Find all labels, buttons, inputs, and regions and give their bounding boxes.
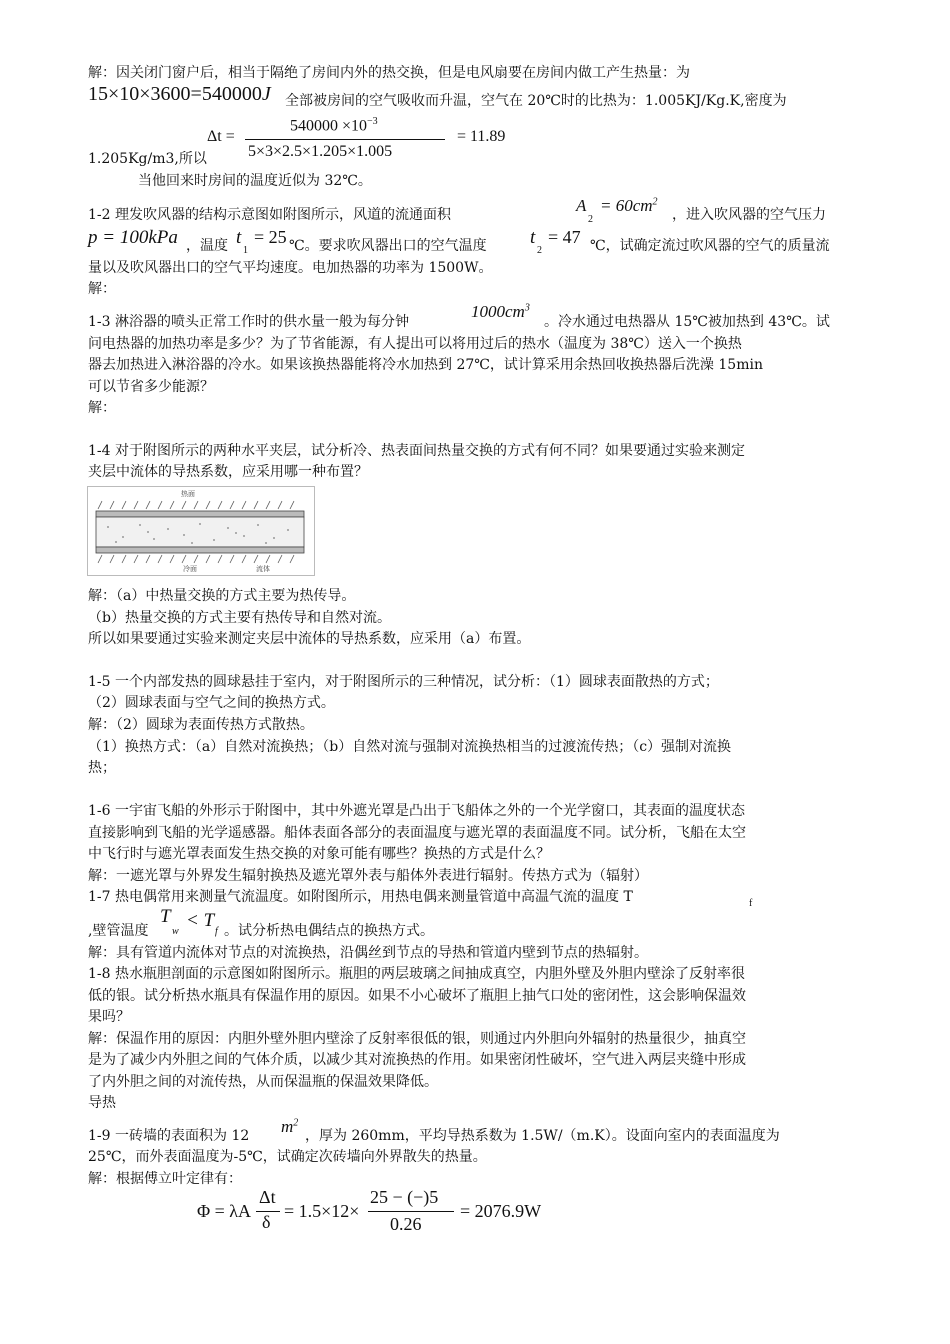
p13-line-d: 可以节省多少能源？	[88, 379, 214, 395]
p0-frac-num-exp: −3	[367, 116, 378, 127]
p12-b-mid: ，温度	[186, 238, 228, 254]
p14-line-a: 1-4 对于附图所示的两种水平夹层，试分析冷、热表面间热量交换的方式有何不同？如果要通过实验来测定	[88, 443, 745, 459]
p16-line-d: 解：一遮光罩与外界发生辐射换热及遮光罩外表与船体外表进行辐射。传热方式为（辐射）	[88, 868, 648, 884]
p15-line-a: 1-5 一个内部发热的圆球悬挂于室内，对于附图所示的三种情况，试分析：（1）圆球表面散热的方式；	[88, 674, 719, 690]
p14-line-b: 夹层中流体的导热系数，应采用哪一种布置？	[88, 464, 368, 480]
p19-eq-d2: 0.26	[390, 1214, 422, 1234]
p19-line-a2: ，厚为 260mm，平均导热系数为 1.5W/（m.K）。设面向室内的表面温度为	[305, 1128, 780, 1144]
p17-line-c: 解：具有管道内流体对节点的对流换热，沿偶丝到节点的导热和管道内壁到节点的热辐射。	[88, 945, 648, 961]
p12-a-sub: 2	[588, 214, 593, 225]
p12-a-val	[600, 196, 658, 216]
p12-b-t1-val: = 25	[254, 227, 287, 247]
p0-frac-num	[290, 116, 378, 135]
p14-line-c: 解：（a）中热量交换的方式主要为热传导。	[88, 588, 356, 604]
p12-a-val-text: = 60cm	[600, 196, 653, 215]
horizontal-layer-figure	[87, 486, 315, 576]
p0-frac-lhs: Δt =	[207, 128, 235, 145]
p19-m	[281, 1117, 298, 1137]
fig-label-cold: 冷面	[183, 565, 197, 573]
hot-plate	[96, 511, 304, 517]
p12-line-d: 解：	[88, 281, 116, 297]
p12-b-t2: t	[530, 227, 536, 248]
p13-line-c: 器去加热进入淋浴器的冷水。如果该换热器能将冷水加热到 27℃，试计算采用余热回收换热器后洗澡 15min	[88, 357, 763, 373]
p17-line-a: 1-7 热电偶常用来测量气流温度。如附图所示，用热电偶来测量管道中高温气流的温度 T	[88, 889, 633, 905]
p19-eq-bar2	[368, 1211, 454, 1212]
p0-line4: 当他回来时房间的温度近似为 32℃。	[138, 173, 372, 189]
p12-b-t1-sub: 1	[243, 245, 248, 256]
p19-m-text: m	[281, 1117, 294, 1136]
p12-b-t2-sub: 2	[537, 245, 542, 256]
p13-a-exp: 3	[524, 302, 530, 314]
p16-line-b: 直接影响到飞船的光学遥感器。船体表面各部分的表面温度与遮光罩的表面温度不同。试分析，飞船在太空	[88, 825, 746, 841]
p13-line-a2: 。冷水通过电热器从 15℃被加热到 43℃。试	[544, 314, 830, 330]
p13-line-a1: 1-3 淋浴器的喷头正常工作时的供水量一般为每分钟	[88, 314, 409, 330]
p17-line-b1: ,壁管温度	[88, 923, 149, 939]
p14-line-d: （b）热量交换的方式主要有热传导和自然对流。	[88, 610, 391, 626]
p0-line2: 全部被房间的空气吸收而升温，空气在 20℃时的比热为：1.005KJ/Kg.K,密度为	[285, 93, 787, 109]
p12-b-t1: t	[236, 227, 242, 248]
p0-frac-den: 5×3×2.5×1.205×1.005	[248, 143, 393, 160]
p0-frac-num-text: 540000 ×10	[290, 117, 368, 135]
p15-line-c: 解：（2）圆球为表面传热方式散热。	[88, 717, 314, 733]
p12-a-math: A	[576, 196, 587, 215]
fig-label-fluid: 流体	[256, 565, 270, 573]
fig-label-hot: 热面	[181, 490, 195, 498]
p12-b-mid2: ℃。要求吹风器出口的空气温度	[289, 238, 487, 254]
p0-eq1-text: 15×10×3600=540000	[88, 83, 262, 105]
p18-line-g: 导热	[88, 1095, 116, 1111]
p17-T-w: w	[172, 926, 179, 937]
p13-a-math-text: 1000cm	[471, 302, 525, 321]
p15-line-d: （1）换热方式：（a）自然对流换热；（b）自然对流与强制对流换热相当的过渡流传热；（c）强制对流换	[88, 739, 732, 755]
p19-eq-d1: δ	[262, 1212, 271, 1232]
p18-line-b: 低的银。试分析热水瓶具有保温作用的原因。如果不小心破坏了瓶胆上抽气口处的密闭性，这会影响保温效	[88, 988, 746, 1004]
p0-frac-rhs: = 11.89	[457, 128, 506, 145]
p19-m-exp: 2	[293, 1117, 299, 1129]
p16-line-c: 中飞行时与遮光罩表面发生热交换的对象可能有哪些？换热的方式是什么？	[88, 846, 550, 862]
p12-a-exp: 2	[652, 196, 658, 208]
p19-eq-mid: = 1.5×12×	[284, 1201, 360, 1221]
p12-b-end: ℃，试确定流过吹风器的空气的质量流	[590, 238, 830, 254]
p18-line-a: 1-8 热水瓶胆剖面的示意图如附图所示。瓶胆的两层玻璃之间抽成真空，内胆外壁及外胆内壁涂了反射率很	[88, 966, 745, 982]
p17-T: T	[160, 906, 171, 927]
p17-a-sub: f	[749, 898, 753, 909]
p17-line-b2: 。试分析热电偶结点的换热方式。	[224, 923, 434, 939]
p18-line-c: 果吗？	[88, 1009, 130, 1025]
p0-eq1-unit: J	[261, 83, 271, 105]
p18-line-f: 了内外胆之间的对流传热，从而保温瓶的保温效果降低。	[88, 1074, 438, 1090]
p16-line-a: 1-6 一宇宙飞船的外形示于附图中，其中外遮光罩是凸出于飞船体之外的一个光学窗口，其表面的温度状态	[88, 803, 745, 819]
p19-eq-rhs: = 2076.9W	[460, 1201, 542, 1221]
layer-diagram-svg	[88, 487, 314, 575]
p12-b-p: p = 100kPa	[88, 227, 178, 248]
p17-lt: < T	[186, 910, 215, 931]
p19-eq-n1: Δt	[259, 1187, 276, 1207]
p13-a-math	[471, 302, 530, 322]
p0-eq1	[88, 83, 271, 106]
p19-eq-lhs-text: Φ = λA	[197, 1201, 252, 1221]
p12-line-a: 1-2 理发吹风器的结构示意图如附图所示，风道的流通面积	[88, 207, 451, 223]
p17-f: f	[215, 926, 218, 937]
p19-line-b: 25℃，而外表面温度为-5℃，试确定次砖墙向外界散失的热量。	[88, 1149, 487, 1165]
p0-line3: 1.205Kg/m3,所以	[88, 151, 207, 167]
p15-line-e: 热；	[88, 760, 116, 776]
p19-line-a1: 1-9 一砖墙的表面积为 12	[88, 1128, 250, 1144]
cold-plate	[96, 547, 304, 553]
p18-line-d: 解：保温作用的原因：内胆外壁外胆内壁涂了反射率很低的银，则通过内外胆向外辐射的热量很少，抽真空	[88, 1031, 746, 1047]
p19-eq-lhs	[197, 1201, 251, 1222]
p14-line-e: 所以如果要通过实验来测定夹层中流体的导热系数，应采用（a）布置。	[88, 631, 531, 647]
p19-eq-n2: 25 − (−)5	[370, 1187, 439, 1207]
fluid-layer	[96, 517, 304, 547]
p0-frac-bar	[245, 139, 445, 140]
p12-line-c: 量以及吹风器出口的空气平均速度。电加热器的功率为 1500W。	[88, 260, 493, 276]
p15-line-b: （2）圆球表面与空气之间的换热方式。	[88, 695, 335, 711]
p19-line-c: 解：根据傅立叶定律有：	[88, 1171, 242, 1187]
p13-line-b: 问电热器的加热功率是多少？为了节省能源，有人提出可以将用过后的热水（温度为 38℃）送入一个换热	[88, 336, 742, 352]
cold-surface-arrows	[98, 555, 294, 563]
p12-a-end: ，进入吹风器的空气压力	[672, 207, 826, 223]
p0-line1: 解：因关闭门窗户后，相当于隔绝了房间内外的热交换，但是电风扇要在房间内做工产生热量：为	[88, 65, 690, 81]
hot-surface-arrows	[98, 501, 294, 509]
p18-line-e: 是为了减少内外胆之间的气体介质，以减少其对流换热的作用。如果密闭性破坏，空气进入两层夹缝中形成	[88, 1052, 746, 1068]
p12-b-t2-val: = 47	[548, 227, 581, 247]
p13-line-e: 解：	[88, 400, 116, 416]
